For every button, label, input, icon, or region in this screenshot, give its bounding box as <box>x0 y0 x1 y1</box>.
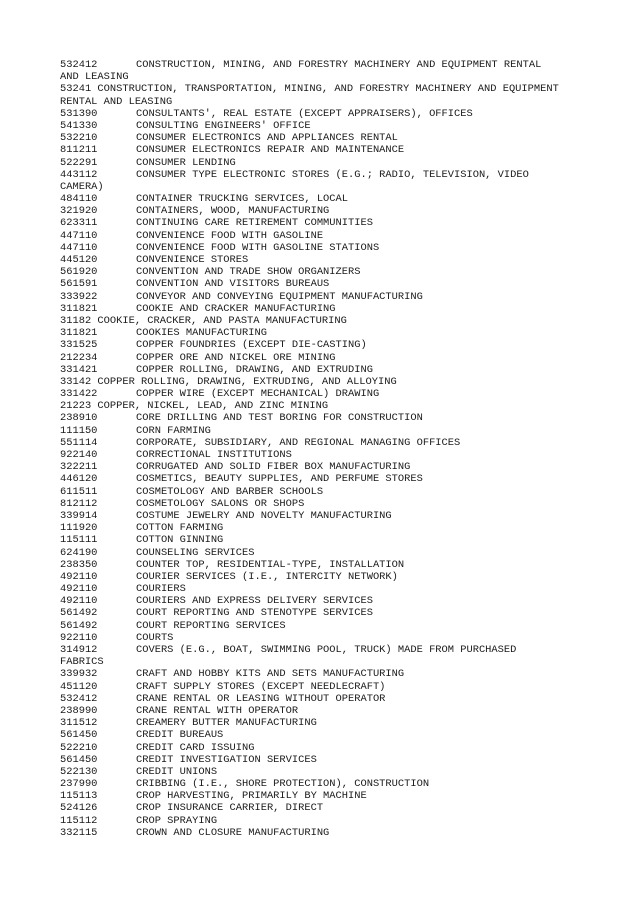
line-text: RENTAL AND LEASING <box>60 95 173 108</box>
industry-description: CONTINUING CARE RETIREMENT COMMUNITIES <box>136 217 373 230</box>
naics-code: 522210 <box>60 741 98 754</box>
code-entry <box>60 59 620 71</box>
naics-code: 238990 <box>60 704 98 717</box>
industry-description: CONVENIENCE FOOD WITH GASOLINE STATIONS <box>136 241 380 254</box>
naics-code: 115112 <box>60 814 98 827</box>
code-entry <box>60 169 620 181</box>
code-entry <box>60 815 620 827</box>
naics-code: 212234 <box>60 351 98 364</box>
industry-description: COSMETOLOGY AND BARBER SCHOOLS <box>136 485 324 498</box>
naics-code: 922110 <box>60 631 98 644</box>
naics-code: 922140 <box>60 449 98 461</box>
line-text: CAMERA) <box>60 180 104 193</box>
code-entry <box>60 693 620 705</box>
industry-description: COSTUME JEWELRY AND NOVELTY MANUFACTURING <box>136 509 392 522</box>
code-entry <box>60 522 620 534</box>
industry-description: CONVENTION AND VISITORS BUREAUS <box>136 278 330 291</box>
industry-description: COURT REPORTING SERVICES <box>136 619 286 632</box>
text-line <box>60 376 620 388</box>
industry-description: CREDIT CARD ISSUING <box>136 741 255 754</box>
industry-description: CONSUMER ELECTRONICS AND APPLIANCES RENTAL <box>136 132 398 145</box>
code-entry <box>60 120 620 132</box>
naics-code: 522130 <box>60 765 98 778</box>
text-line <box>60 400 620 412</box>
code-entry <box>60 498 620 510</box>
industry-description: CRAFT SUPPLY STORES (EXCEPT NEEDLECRAFT) <box>136 680 386 693</box>
industry-description: COPPER ROLLING, DRAWING, AND EXTRUDING <box>136 363 373 376</box>
naics-code: 238350 <box>60 558 98 571</box>
industry-description: CREDIT BUREAUS <box>136 729 224 742</box>
industry-description: CRANE RENTAL WITH OPERATOR <box>136 704 299 717</box>
code-entry <box>60 217 620 229</box>
code-entry <box>60 449 620 461</box>
naics-code: 561492 <box>60 607 98 620</box>
naics-code: 311821 <box>60 327 98 340</box>
industry-description: CONTAINER TRUCKING SERVICES, LOCAL <box>136 193 349 206</box>
industry-description: CONVENIENCE FOOD WITH GASOLINE <box>136 229 324 242</box>
naics-code: 237990 <box>60 778 98 791</box>
code-entry <box>60 352 620 364</box>
industry-description: CONSULTING ENGINEERS' OFFICE <box>136 119 311 132</box>
naics-code: 492110 <box>60 595 98 608</box>
code-entry <box>60 729 620 741</box>
naics-code: 339914 <box>60 509 98 522</box>
code-entry <box>60 205 620 217</box>
code-entry <box>60 790 620 802</box>
industry-description: CONVEYOR AND CONVEYING EQUIPMENT MANUFACTURING <box>136 290 423 303</box>
code-entry <box>60 632 620 644</box>
text-line <box>60 96 620 108</box>
industry-description: CONSUMER ELECTRONICS REPAIR AND MAINTENANCE <box>136 144 405 157</box>
code-entry <box>60 571 620 583</box>
naics-code: 623311 <box>60 217 98 230</box>
industry-description: COTTON GINNING <box>136 534 224 547</box>
naics-code: 443112 <box>60 168 98 181</box>
naics-code: 492110 <box>60 583 98 596</box>
code-entry <box>60 278 620 290</box>
text-line <box>60 315 620 327</box>
industry-description: CORRUGATED AND SOLID FIBER BOX MANUFACTURING <box>136 461 411 474</box>
code-entry <box>60 230 620 242</box>
text-line <box>60 83 620 95</box>
industry-description: CRAFT AND HOBBY KITS AND SETS MANUFACTURING <box>136 668 405 681</box>
naics-code: 812112 <box>60 497 98 510</box>
code-entry <box>60 388 620 400</box>
industry-description: COURIER SERVICES (I.E., INTERCITY NETWORK) <box>136 570 398 583</box>
naics-code: 451120 <box>60 680 98 693</box>
code-entry <box>60 607 620 619</box>
line-text: FABRICS <box>60 656 104 669</box>
line-text: 31182 COOKIE, CRACKER, AND PASTA MANUFACTURING <box>60 314 347 327</box>
naics-code: 111920 <box>60 522 98 535</box>
code-entry <box>60 339 620 351</box>
naics-code: 447110 <box>60 241 98 254</box>
industry-description: CONTAINERS, WOOD, MANUFACTURING <box>136 205 330 218</box>
code-entry <box>60 157 620 169</box>
code-entry <box>60 108 620 120</box>
naics-code: 522291 <box>60 156 98 169</box>
naics-code: 561492 <box>60 619 98 632</box>
industry-description: CROP INSURANCE CARRIER, DIRECT <box>136 802 324 815</box>
naics-code: 624190 <box>60 546 98 559</box>
code-entry <box>60 681 620 693</box>
code-entry <box>60 193 620 205</box>
industry-description: CRIBBING (I.E., SHORE PROTECTION), CONSTRUCTION <box>136 778 430 791</box>
industry-description: CORPORATE, SUBSIDIARY, AND REGIONAL MANAGING OFFICES <box>136 436 461 449</box>
code-entry <box>60 742 620 754</box>
industry-description: CONSTRUCTION, MINING, AND FORESTRY MACHINERY AND EQUIPMENT RENTAL <box>136 59 542 71</box>
naics-code: 322211 <box>60 461 98 474</box>
code-entry <box>60 595 620 607</box>
naics-code: 446120 <box>60 473 98 486</box>
naics-code: 492110 <box>60 570 98 583</box>
code-entry <box>60 827 620 839</box>
industry-description: COSMETOLOGY SALONS OR SHOPS <box>136 497 305 510</box>
code-entry <box>60 559 620 571</box>
naics-code: 447110 <box>60 229 98 242</box>
industry-description: COPPER WIRE (EXCEPT MECHANICAL) DRAWING <box>136 388 380 401</box>
naics-code: 484110 <box>60 193 98 206</box>
code-entry <box>60 254 620 266</box>
code-entry <box>60 291 620 303</box>
text-line <box>60 71 620 83</box>
naics-code: 541330 <box>60 119 98 132</box>
line-text: 33142 COPPER ROLLING, DRAWING, EXTRUDING, AND ALLOYING <box>60 375 397 388</box>
naics-code: 332115 <box>60 826 98 839</box>
naics-code: 331421 <box>60 363 98 376</box>
naics-code: 445120 <box>60 254 98 266</box>
industry-description: COTTON FARMING <box>136 522 224 535</box>
naics-code: 561920 <box>60 266 98 279</box>
industry-description: CORRECTIONAL INSTITUTIONS <box>136 449 292 461</box>
industry-description: CREDIT UNIONS <box>136 765 218 778</box>
code-entry <box>60 144 620 156</box>
industry-description: CONSUMER TYPE ELECTRONIC STORES (E.G.; RADIO, TELEVISION, VIDEO <box>136 168 529 181</box>
code-entry <box>60 802 620 814</box>
code-entry <box>60 327 620 339</box>
code-entry <box>60 132 620 144</box>
industry-description: COVERS (E.G., BOAT, SWIMMING POOL, TRUCK) MADE FROM PURCHASED <box>136 644 517 656</box>
industry-description: CORN FARMING <box>136 424 211 437</box>
naics-code: 331422 <box>60 388 98 401</box>
industry-description: CONVENIENCE STORES <box>136 254 249 266</box>
industry-description: COURIERS AND EXPRESS DELIVERY SERVICES <box>136 595 373 608</box>
code-entry <box>60 510 620 522</box>
code-entry <box>60 534 620 546</box>
document-page <box>60 59 620 839</box>
line-text: 21223 COPPER, NICKEL, LEAD, AND ZINC MINING <box>60 400 329 413</box>
industry-description: CROWN AND CLOSURE MANUFACTURING <box>136 826 330 839</box>
code-entry <box>60 437 620 449</box>
industry-description: COURIERS <box>136 583 186 596</box>
industry-description: CONSULTANTS', REAL ESTATE (EXCEPT APPRAISERS), OFFICES <box>136 107 473 120</box>
code-entry <box>60 303 620 315</box>
text-line <box>60 656 620 668</box>
industry-description: CONSUMER LENDING <box>136 156 236 169</box>
naics-code: 321920 <box>60 205 98 218</box>
industry-description: CREAMERY BUTTER MANUFACTURING <box>136 717 317 730</box>
code-entry <box>60 425 620 437</box>
code-entry <box>60 754 620 766</box>
industry-description: CREDIT INVESTIGATION SERVICES <box>136 753 317 766</box>
code-entry <box>60 620 620 632</box>
code-entry <box>60 717 620 729</box>
naics-code: 532412 <box>60 59 98 71</box>
line-text: 53241 CONSTRUCTION, TRANSPORTATION, MINING, AND FORESTRY MACHINERY AND EQUIPMENT <box>60 83 559 96</box>
naics-code: 115113 <box>60 790 98 803</box>
naics-code: 331525 <box>60 339 98 352</box>
industry-description: COUNTER TOP, RESIDENTIAL-TYPE, INSTALLATION <box>136 558 405 571</box>
code-entry <box>60 766 620 778</box>
industry-description: COPPER FOUNDRIES (EXCEPT DIE-CASTING) <box>136 339 367 352</box>
industry-description: CROP HARVESTING, PRIMARILY BY MACHINE <box>136 790 367 803</box>
naics-code: 561450 <box>60 729 98 742</box>
code-entry <box>60 547 620 559</box>
naics-code: 238910 <box>60 412 98 425</box>
industry-description: CORE DRILLING AND TEST BORING FOR CONSTRUCTION <box>136 412 423 425</box>
industry-description: CRANE RENTAL OR LEASING WITHOUT OPERATOR <box>136 692 386 705</box>
code-entry <box>60 778 620 790</box>
code-entry <box>60 242 620 254</box>
code-entry <box>60 705 620 717</box>
text-line <box>60 181 620 193</box>
naics-code: 524126 <box>60 802 98 815</box>
code-entry <box>60 473 620 485</box>
naics-code: 111150 <box>60 424 98 437</box>
naics-code: 531390 <box>60 107 98 120</box>
naics-code: 532210 <box>60 132 98 145</box>
industry-description: COUNSELING SERVICES <box>136 546 255 559</box>
naics-code: 311512 <box>60 717 98 730</box>
naics-code: 811211 <box>60 144 98 157</box>
code-entry <box>60 668 620 680</box>
code-entry <box>60 266 620 278</box>
naics-code: 532412 <box>60 692 98 705</box>
naics-code: 561450 <box>60 753 98 766</box>
industry-description: CROP SPRAYING <box>136 814 218 827</box>
naics-code: 339932 <box>60 668 98 681</box>
naics-code: 314912 <box>60 644 98 656</box>
industry-description: COURT REPORTING AND STENOTYPE SERVICES <box>136 607 373 620</box>
industry-description: COURTS <box>136 631 174 644</box>
naics-code: 551114 <box>60 436 98 449</box>
naics-code: 611511 <box>60 485 98 498</box>
naics-code: 115111 <box>60 534 98 547</box>
code-entry <box>60 644 620 656</box>
naics-code: 311821 <box>60 302 98 315</box>
code-entry <box>60 486 620 498</box>
code-entry <box>60 412 620 424</box>
industry-description: CONVENTION AND TRADE SHOW ORGANIZERS <box>136 266 361 279</box>
naics-code: 561591 <box>60 278 98 291</box>
industry-description: COSMETICS, BEAUTY SUPPLIES, AND PERFUME STORES <box>136 473 423 486</box>
naics-code: 333922 <box>60 290 98 303</box>
industry-description: COOKIES MANUFACTURING <box>136 327 267 340</box>
industry-description: COOKIE AND CRACKER MANUFACTURING <box>136 302 336 315</box>
industry-description: COPPER ORE AND NICKEL ORE MINING <box>136 351 336 364</box>
code-entry <box>60 364 620 376</box>
code-entry <box>60 583 620 595</box>
code-entry <box>60 461 620 473</box>
line-text: AND LEASING <box>60 71 129 84</box>
